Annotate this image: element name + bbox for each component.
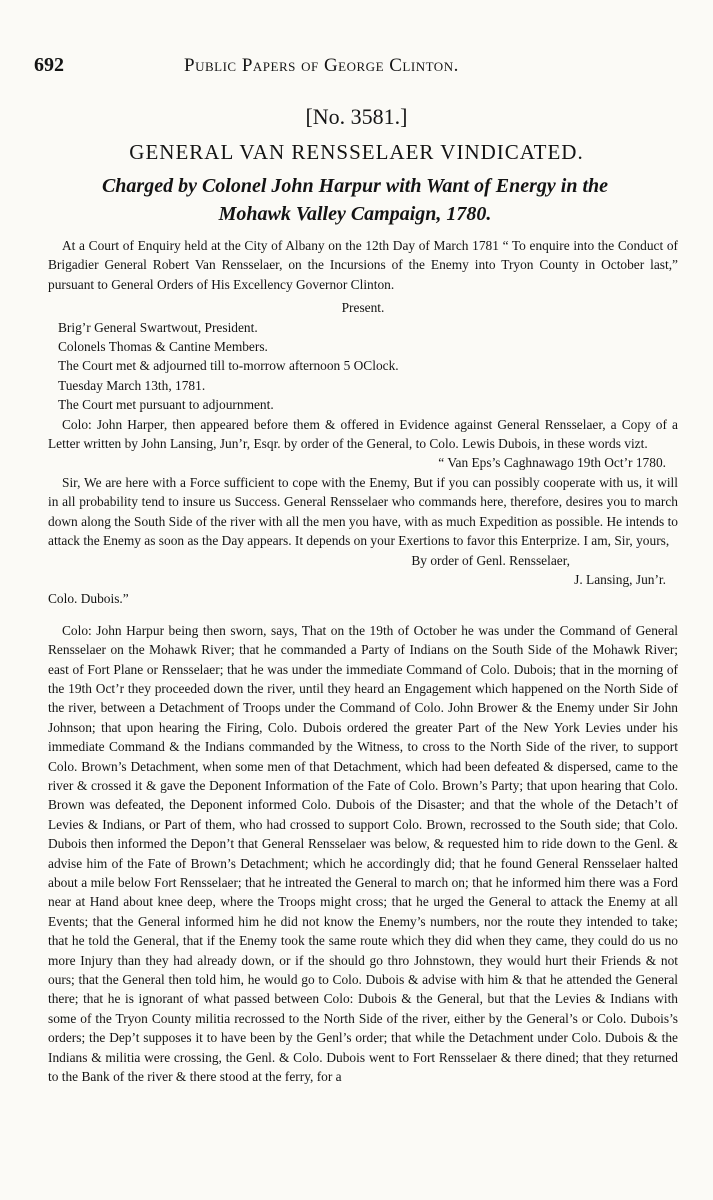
page-header xyxy=(34,52,674,82)
letter-signoff xyxy=(48,551,678,570)
body-text xyxy=(48,236,678,1086)
running-head: Public Papers of George Clinton. xyxy=(184,55,459,76)
subtitle-line-1: Charged by Colonel John Harpur with Want of Energy in the xyxy=(101,175,609,197)
intro-paragraph: At a Court of Enquiry held at the City of Albany on the 12th Day of March 1781 “ To enquire into the Conduct of Brigadier General Robert Van Rensselaer, on the Incursions of the Enemy into Tryon County in October last,” pursuant to General Orders of His Excellency Governor Clinton. xyxy=(48,238,678,292)
letter-dateline: “ Van Eps’s Caghnawago 19th Oct’r 1780. xyxy=(438,455,666,471)
date-line: Tuesday March 13th, 1781. xyxy=(58,377,206,393)
document-title: GENERAL VAN RENSSELAER VINDICATED. xyxy=(129,140,584,164)
page-number: 692 xyxy=(34,54,64,76)
harper-evidence-paragraph: Colo: John Harper, then appeared before them & offered in Evidence against General Rensselaer, a Copy of a Letter written by John Lansing, Jun’r, Esqr. by order of the General, to Colo. Lewis Dubois, in these words vizt. xyxy=(48,416,678,452)
members-line: Colonels Thomas & Cantine Members. xyxy=(58,339,268,355)
letter-signature: J. Lansing, Jun’r. xyxy=(574,571,666,587)
letter-addressee: Colo. Dubois.” xyxy=(48,591,129,607)
testimony-paragraph: Colo: John Harpur being then sworn, says, That on the 19th of October he was under the Command of General Rensselaer on the Mohawk River; that he commanded a Party of Indians on the South Side of the Mohawk River; east of Fort Plane or Rensselaer; that he was under the immediate Command of Colo. Dubois; that in the morning of the 19th Oct’r they proceeded down the river, until they heard an Engagement which happened on the North Side of the river, between a Detachment of Troops under the Command of Colo. John Brower & the Enemy under Sir John Johnson; that upon hearing the Firing, Colo. Dubois ordered the greater Part of the New York Levies under his immediate Command & the Indians commanded by the Witness, to cross to the North Side of the river, to support Colo. Brown’s Detachment, when some men of that Detachment, which had been defeated & dispersed, came to the river & crossed it & gave the Deponent Information of the Fate of Colo. Brown’s Party; that upon hearing that Colo. Brown was defeated, the Deponent informed Colo. Dubois of the Disaster; and that the whole of the Detach’t of Levies & Indians, or Part of them, who had crossed to support Colo. Brown, recrossed to the South side; that Colo. Dubois then informed the Depon’t that General Rensselaer was below, & requested him to ride down to the Genl. & advise him of the Fate of Brown’s Detachment; which he accordingly did; that he found General Rensselaer halted about a mile below Fort Rensselaer; that he intreated the General to march on; that he informed him there was a Ford near at Hand about knee deep, where the Troops might cross; that he urged the General to attack the Enemy at all Events; that the General informed him he did not know the Enemy’s numbers, nor the route they intended to take; that he told the General, that if the Enemy took the same route which they did when they came, they could do us no more Injury than they had already down, or if the should go thro Johnstown, they would hurt their Friends & not ours; that the General then told him, he would go to Colo. Dubois & advise with him & that he attended the General there; that he is ignorant of what passed between Colo: Dubois & the General, but that the Levies & Indians with some of the Tryon County militia recrossed to the North Side of the river, either by the General’s or Colo. Dubois’s orders; the Dep’t supposes it to have been by the Genl’s order; that while the Detachment under Colo. Dubois & the Indians & militia were crossing, the Genl. & Colo. Dubois went to Fort Rensselaer & there dined; that they returned to the Bank of the river & there stood at the ferry, for a xyxy=(48,622,678,1085)
document-subtitle xyxy=(30,172,680,228)
letter-body: Sir, We are here with a Force sufficient to cope with the Enemy, But if you can possibly cooperate with us, it will in all probability tend to insure us Success. General Rensselaer who commands here, therefore, desires you to march down along the South Side of the river with all the men you have, with as much Expedition as possible. He intends to attack the Enemy as soon as the Day appears. It depends on your Exertions to favor this Enterprize. I am, Sir, yours, xyxy=(48,474,678,549)
present-heading: Present. xyxy=(341,300,385,316)
letter-by-order: By order of Genl. Rensselaer, xyxy=(411,552,570,568)
adjourned-line: The Court met & adjourned till to-morrow afternoon 5 OClock. xyxy=(58,358,399,374)
met-line: The Court met pursuant to adjournment. xyxy=(58,397,274,413)
president-line: Brig’r General Swartwout, President. xyxy=(58,319,258,335)
subtitle-line-2: Mohawk Valley Campaign, 1780. xyxy=(218,203,492,225)
document-number: [No. 3581.] xyxy=(305,104,408,129)
